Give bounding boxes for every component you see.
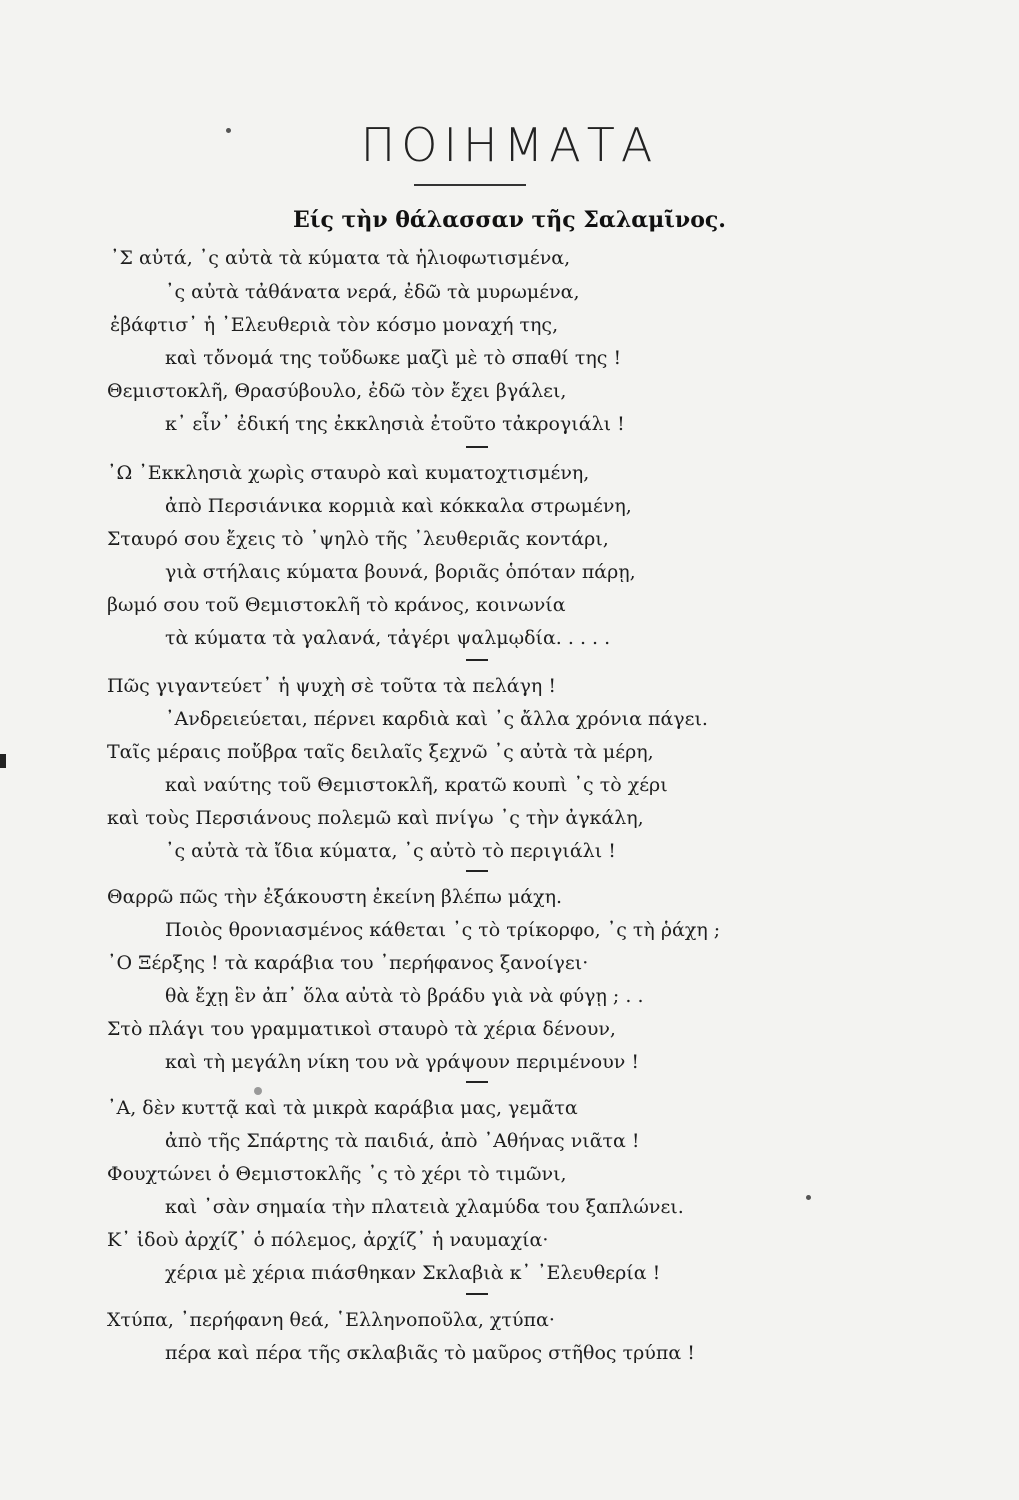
verse-line: Κ᾿ ἰδοὺ ἀρχίζ᾿ ὁ πόλεμος, ἀρχίζ᾿ ἡ ναυμαχία· [107,1229,549,1251]
verse-line: Φουχτώνει ὁ Θεμιστοκλῆς ᾿ς τὸ χέρι τὸ τιμῶνι, [107,1163,567,1185]
verse-line: Θεμιστοκλῆ, Θρασύβουλο, ἐδῶ τὸν ἔχει βγάλει, [107,380,567,402]
verse-line: ᾿ς αὐτὰ τὰ ἴδια κύματα, ᾿ς αὐτὸ τὸ περιγιάλι ! [165,840,616,862]
verse-line: ἀπὸ τῆς Σπάρτης τὰ παιδιά, ἀπὸ ᾿Αθήνας νιᾶτα ! [165,1130,640,1152]
verse-line: καὶ ᾿σὰν σημαία τὴν πλατειὰ χλαμύδα του ξαπλώνει. [165,1196,684,1218]
verse-line: ᾿ς αὐτὰ τἀθάνατα νερά, ἐδῶ τὰ μυρωμένα, [165,281,580,303]
verse-line: Σταυρό σου ἔχεις τὸ ᾿ψηλὸ τῆς ᾿λευθεριᾶς κοντάρι, [107,528,609,550]
verse-line: κ᾿ εἶν᾿ ἐδική της ἐκκλησιὰ ἐτοῦτο τἀκρογιάλι ! [165,413,625,435]
verse-line: Ταῖς μέραις ποὔβρα ταῖς δειλαῖς ξεχνῶ ᾿ς αὐτὰ τὰ μέρη, [107,741,654,763]
verse-line: καὶ τὄνομά της τοὔδωκε μαζὶ μὲ τὸ σπαθί της ! [165,347,622,369]
verse-line: τὰ κύματα τὰ γαλανά, τἀγέρι ψαλμῳδία. . . . . [165,627,611,649]
verse-line: Ποιὸς θρονιασμένος κάθεται ᾿ς τὸ τρίκορφο, ᾿ς τὴ ῥάχη ; [165,919,721,941]
verse-line: ᾿Ο Ξέρξης ! τὰ καράβια του ᾿περήφανος ξανοίγει· [107,952,589,974]
stanza-separator [466,1081,488,1083]
title-rule [414,184,526,186]
verse-line: Πῶς γιγαντεύετ᾿ ἡ ψυχὴ σὲ τοῦτα τὰ πελάγη ! [107,675,556,697]
verse-line: καὶ τὴ μεγάλη νίκη του νὰ γράψουν περιμένουν ! [165,1051,639,1073]
margin-mark [0,754,6,768]
poem-title: Είς τὴν θάλασσαν τῆς Σαλαμῖνος. [293,207,726,233]
verse-line: καὶ ναύτης τοῦ Θεμιστοκλῆ, κρατῶ κουπὶ ᾿ς τὸ χέρι [165,774,668,796]
verse-line: καὶ τοὺς Περσιάνους πολεμῶ καὶ πνίγω ᾿ς τὴν ἀγκάλη, [107,807,644,829]
print-speck [226,128,231,133]
print-speck [806,1195,811,1200]
verse-line: ἀπὸ Περσιάνικα κορμιὰ καὶ κόκκαλα στρωμένη, [165,495,632,517]
verse-line: βωμό σου τοῦ Θεμιστοκλῆ τὸ κράνος, κοινωνία [107,594,566,616]
print-speck [254,1087,262,1095]
verse-line: πέρα καὶ πέρα τῆς σκλαβιᾶς τὸ μαῦρος στῆθος τρύπα ! [165,1342,695,1364]
stanza-separator [466,870,488,872]
verse-line: Στὸ πλάγι του γραμματικοὶ σταυρὸ τὰ χέρια δένουν, [107,1018,616,1040]
verse-line: ἐβάφτισ᾿ ἡ ᾿Ελευθεριὰ τὸν κόσμο μοναχή της, [110,314,559,336]
stanza-separator [466,446,488,448]
verse-line: θὰ ἔχῃ ἓν ἀπ᾿ ὅλα αὐτὰ τὸ βράδυ γιὰ νὰ φύγῃ ; . . [165,985,644,1007]
verse-line: ᾿Ανδρειεύεται, πέρνει καρδιὰ καὶ ᾿ς ἄλλα χρόνια πάγει. [165,708,708,730]
verse-line: γιὰ στήλαις κύματα βουνά, βοριᾶς ὁπόταν πάρῃ, [165,561,636,583]
verse-line: Θαρρῶ πῶς τὴν ἐξάκουστη ἐκείνη βλέπω μάχη. [107,886,563,908]
stanza-separator [466,1293,488,1295]
verse-line: ᾿Σ αὐτά, ᾿ς αὐτὰ τὰ κύματα τὰ ἡλιοφωτισμένα, [110,247,571,269]
verse-line: ᾿Α, δὲν κυττᾷ καὶ τὰ μικρὰ καράβια μας, γεμᾶτα [107,1097,578,1119]
page-title: ΠΟΙΗΜΑΤΑ [360,118,659,172]
verse-line: Χτύπα, ᾿περήφανη θεά, ῾Ελληνοποῦλα, χτύπα· [107,1309,555,1331]
stanza-separator [466,659,488,661]
verse-line: χέρια μὲ χέρια πιάσθηκαν Σκλαβιὰ κ᾿ ᾿Ελευθερία ! [165,1262,661,1284]
verse-line: ᾿Ω ᾿Εκκλησιὰ χωρὶς σταυρὸ καὶ κυματοχτισμένη, [107,462,590,484]
